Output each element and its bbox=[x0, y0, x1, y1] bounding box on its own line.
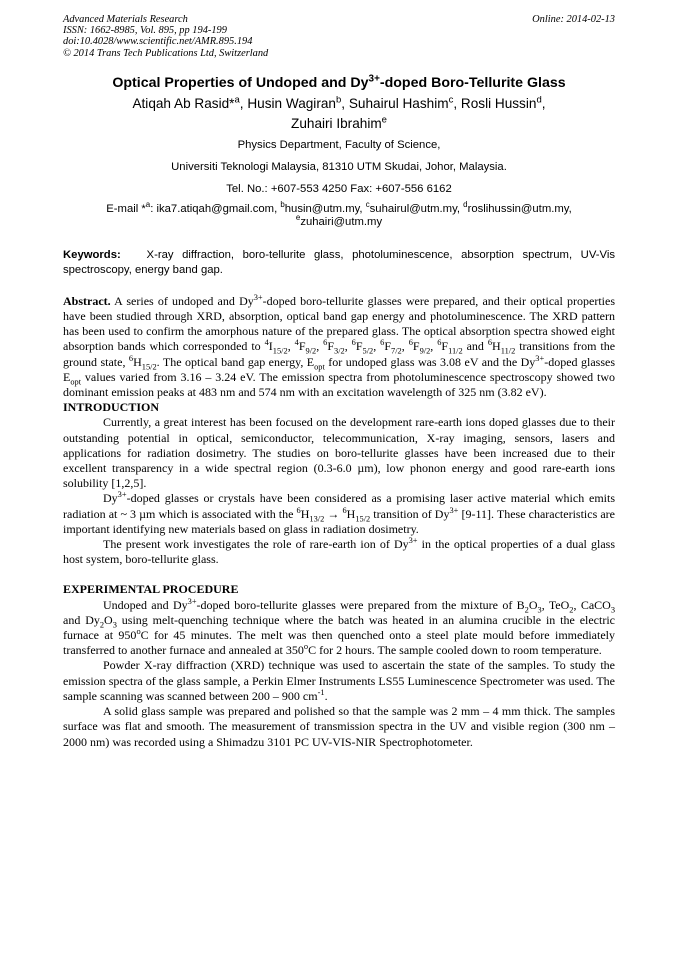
intro-paragraph-3: The present work investigates the role of rare-earth ion of $Dy^{3+}$ in the optical properties of a dual glass host system, boro-tellurite glass. bbox=[63, 536, 615, 567]
journal-name: Advanced Materials Research bbox=[63, 14, 188, 25]
paper-title: Optical Properties of Undoped and $Dy^{3+}$-doped Boro-Tellurite Glass bbox=[112, 73, 566, 91]
author-list: Atiqah Ab Rasid*$^a$, Husin Wagiran$^b$, Suhairul Hashim$^c$, Rosli Hussin$^d$, Zuhairi Ibrahim$^e$ bbox=[132, 94, 546, 131]
affiliation-tel: Tel. No.: +607-553 4250 Fax: +607-556 6162 bbox=[226, 182, 452, 195]
abstract-block: Abstract. A series of undoped and $Dy^{3+}$-doped boro-tellurite glasses were prepared, and their optical properties have been studied through XRD, absorption, optical band gap energy and photoluminescence. The XRD pattern has been used to confirm the amorphous nature of the prepared glass. The optical absorption spectra showed eight absorption bands which corresponded to $^4I_{15/2}$, $^4F_{9/2}$, $^6F_{3/2}$, $^6F_{5/2}$, $^6F_{7/2}$, $^6F_{9/2}$, $^6F_{11/2}$ and $^6H_{11/2}$ transitions from the ground state, $^6H_{15/2}$. The optical band gap energy, $E_{opt}$ for undoped glass was 3.08 eV and the $Dy^{3+}$-doped glasses $E_{opt}$ values varied from 3.16 – 3.24 eV. The emission spectra from photoluminescence spectroscopy showed two dominant emission peaks at 483 nm and 574 nm with an excitation wavelength of 325 nm (3.82 eV). bbox=[63, 292, 616, 400]
keywords-label: Keywords: bbox=[63, 248, 121, 261]
intro-paragraph-1: Currently, a great interest has been focused on the development rare-earth ions doped glasses due to their outstanding potential in optical, semiconductor, telecommunication, X-ray imaging, sensors, lasers and applications for radiation dosimetry. The studies on boro-tellurite glasses have been increased due to their excellent transparency in a wide spectral region (0.3-6.0 µm), low phonon energy and good rare-earth ions solubility [1,2,5]. bbox=[63, 415, 615, 491]
experimental-paragraph-3: A solid glass sample was prepared and polished so that the sample was 2 mm – 4 mm thick. The samples surface was flat and smooth. The measurement of transmission spectra in the UV and visible region (300 nm – 2000 nm) was recorded using a Shimadzu 3101 PC UV-VIS-NIR Spectrophotometer. bbox=[63, 704, 615, 749]
experimental-section bbox=[63, 598, 615, 750]
experimental-paragraph-2: Powder X-ray diffraction (XRD) technique was used to ascertain the state of the samples. To study the emission spectra of the glass sample, a Perkin Elmer Instruments LS55 Luminescence Spectrometer was used. The sample scanning was scanned between 200 – 900 $cm^{-1}$. bbox=[63, 658, 615, 703]
online-date: Online: 2014-02-13 bbox=[532, 14, 615, 25]
copyright-line: © 2014 Trans Tech Publications Ltd, Switzerland bbox=[63, 47, 269, 59]
experimental-paragraph-1: Undoped and $Dy^{3+}$-doped boro-tellurite glasses were prepared from the mixture of $B_2O_3$, TeO$_2$, CaCO$_3$ and $Dy_2O_3$ using melt-quenching technique where the batch was heated in an alumina crucible in the electric furnace at 950$^o$C for 45 minutes. The melt was then quenched onto a steel plate mould before immediately transferred to another furnace and annealed at 350$^o$C for 2 hours. The sample cooled down to room temperature. bbox=[63, 596, 615, 658]
keywords-text: X-ray diffraction, boro-tellurite glass, photoluminescence, absorption spectrum, UV-Vis spectroscopy, energy band gap. bbox=[63, 248, 615, 277]
paper-page bbox=[63, 14, 615, 750]
abstract-label: Abstract. bbox=[63, 293, 111, 308]
issn-line: ISSN: 1662-8985, Vol. 895, pp 194-199 bbox=[63, 25, 227, 37]
journal-header bbox=[63, 14, 615, 59]
intro-section bbox=[63, 415, 615, 567]
affiliation-univ: Universiti Teknologi Malaysia, 81310 UTM Skudai, Johor, Malaysia. bbox=[171, 160, 507, 173]
email-list: E-mail *$^a$: ika7.atiqah@gmail.com, $^b$husin@utm.my, $^c$suhairul@utm.my, $^d$roslihussin@utm.my, $^e$zuhairi@utm.my bbox=[106, 200, 572, 229]
keywords-block bbox=[63, 248, 615, 279]
intro-heading: INTRODUCTION bbox=[63, 400, 160, 415]
experimental-heading: EXPERIMENTAL PROCEDURE bbox=[63, 582, 239, 597]
intro-paragraph-2: $Dy^{3+}$-doped glasses or crystals have been considered as a promising laser active material which emits radiation at ~ 3 µm which is associated with the $^6H_{13/2} \to ^6H_{15/2}$ transition of $Dy^{3+}$ [9-11]. These characteristics are important identifying new materials based on glass in radiation dosimetry. bbox=[63, 490, 615, 536]
affiliation-dept: Physics Department, Faculty of Science, bbox=[237, 138, 441, 151]
doi-line: doi:10.4028/www.scientific.net/AMR.895.194 bbox=[63, 36, 253, 48]
